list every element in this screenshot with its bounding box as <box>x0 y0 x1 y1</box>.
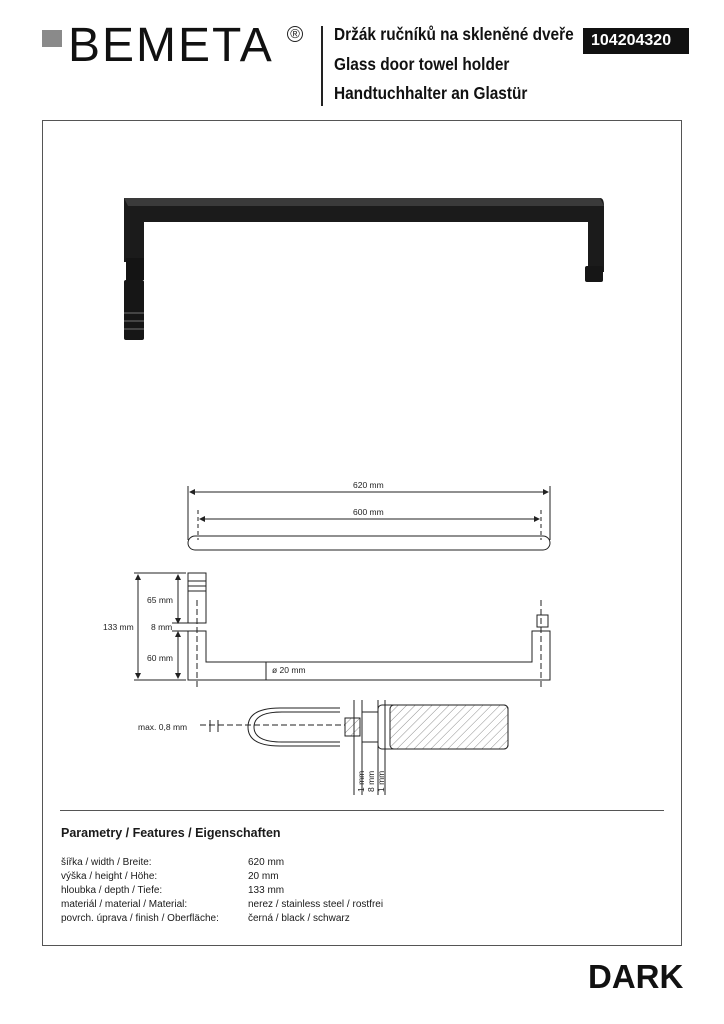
brand-logo: BEMETA <box>68 19 274 72</box>
param-value: 133 mm <box>248 885 285 896</box>
param-label: šířka / width / Breite: <box>61 857 152 868</box>
detail-section <box>200 700 508 795</box>
dim-max-gap: max. 0,8 mm <box>138 722 188 732</box>
section-divider <box>60 810 664 811</box>
dim-detail-3: 1 mm <box>376 770 386 792</box>
dim-gap: 8 mm <box>151 622 173 632</box>
param-label: hloubka / depth / Tiefe: <box>61 885 163 896</box>
dim-detail-1: 1 mm <box>356 770 366 792</box>
dim-detail-2: 8 mm <box>366 770 376 792</box>
title-de: Handtuchhalter an Glastür <box>334 83 528 103</box>
dim-total-height: 133 mm <box>103 622 134 632</box>
side-view <box>134 573 550 690</box>
front-view <box>188 486 550 550</box>
product-code: 104204320 <box>583 28 689 54</box>
dim-overall-width: 620 mm <box>353 480 384 490</box>
dim-diameter: ø 20 mm <box>272 665 306 675</box>
dim-lower-part: 60 mm <box>147 653 173 663</box>
title-cz: Držák ručníků na skleněné dveře <box>334 24 574 44</box>
param-value: 620 mm <box>248 857 285 868</box>
product-photo <box>124 198 604 340</box>
param-label: povrch. úprava / finish / Oberfläche: <box>61 913 219 924</box>
params-title: Parametry / Features / Eigenschaften <box>61 826 281 840</box>
param-label: materiál / material / Material: <box>61 899 188 910</box>
param-value: 20 mm <box>248 871 279 882</box>
dim-upper-part: 65 mm <box>147 595 173 605</box>
registered-mark: ® <box>287 26 303 42</box>
title-en: Glass door towel holder <box>334 54 510 74</box>
param-value: černá / black / schwarz <box>248 913 350 924</box>
series-label: DARK <box>588 958 684 995</box>
param-value: nerez / stainless steel / rostfrei <box>248 899 384 910</box>
param-label: výška / height / Höhe: <box>61 871 158 882</box>
dim-inner-width: 600 mm <box>353 507 384 517</box>
